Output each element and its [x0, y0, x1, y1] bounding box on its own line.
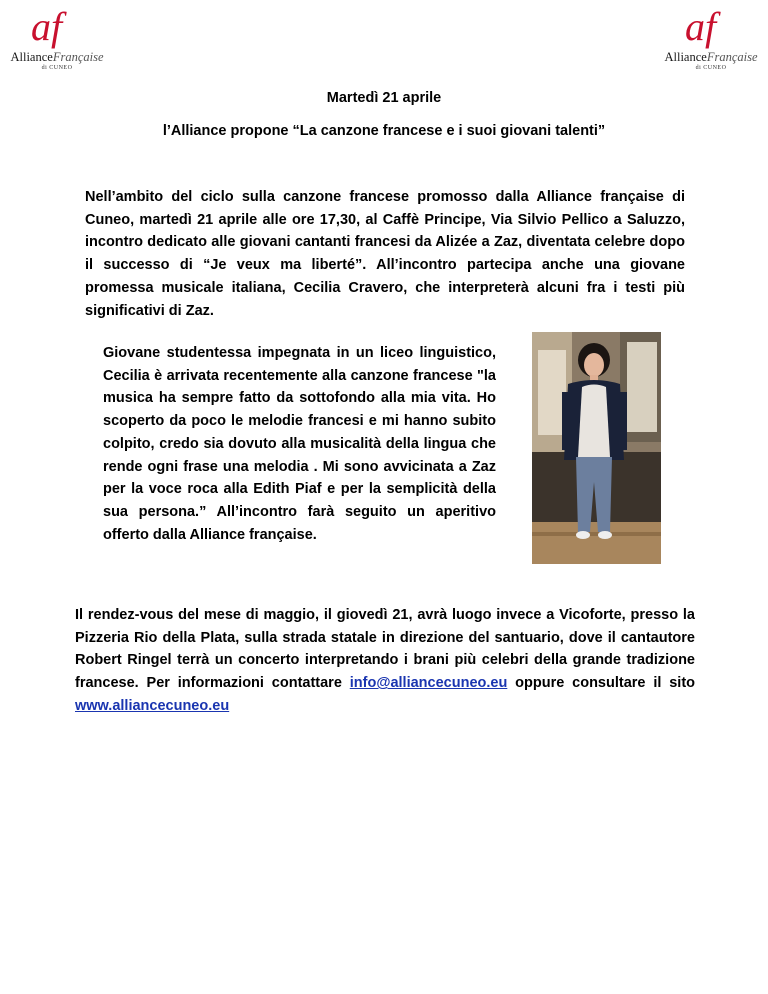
- logo-brand-second: Française: [706, 50, 758, 64]
- alliance-francaise-logo-left: [2, 6, 112, 71]
- af-logo-mark: [681, 6, 741, 52]
- may-event-paragraph: [75, 604, 695, 718]
- logo-brand-second: Française: [52, 50, 104, 64]
- event-date-heading: Martedì 21 aprile: [326, 90, 442, 106]
- cecilia-photo: [532, 332, 661, 564]
- logo-subtitle: di CUNEO: [41, 65, 73, 71]
- cecilia-paragraph: Giovane studentessa impegnata in un liceo linguistico, Cecilia è arrivata recentemente alla canzone francese "la musica ha sempre fatto da sottofondo alla mia vita. Ho scoperto da poco le melodie francesi e mi hanno subito colpito, credo sia dovuto alla musicalità della lingua che rende ogni frase una melodia . Mi sono avvicinata a Zaz per la voce roca alla Edith Piaf e per la semplicità della sua persona.” All’incontro farà seguito un aperitivo offerto dalla Alliance française.: [103, 345, 496, 543]
- consult-text: oppure consultare il sito: [515, 675, 696, 692]
- logo-brand-first: Alliance: [664, 50, 707, 64]
- may-event-text: Il rendez-vous del mese di maggio, il giovedì 21, avrà luogo invece a Vicoforte, presso la Pizzeria Rio della Plata, sulla strada statale in direzione del santuario, dove il cantautore Robert Ringel terrà un concerto interpretando i brani più celebri della grande tradizione francese. Per informazioni contattare: [75, 607, 695, 692]
- af-logo-mark: [27, 6, 87, 52]
- alliance-francaise-logo-right: [656, 6, 766, 71]
- svg-text:af: af: [685, 6, 717, 49]
- email-link[interactable]: info@alliancecuneo.eu: [349, 675, 508, 692]
- logo-brand-first: Alliance: [10, 50, 53, 64]
- intro-paragraph: Nell’ambito del ciclo sulla canzone francese promosso dalla Alliance française di Cuneo, martedì 21 aprile alle ore 17,30, al Caffè Principe, Via Silvio Pellico a Saluzzo, incontro dedicato alle giovani cantanti francesi da Alizée a Zaz, diventata celebre dopo il successo di “Je veux ma liberté”. All’incontro partecipa anche una giovane promessa musicale italiana, Cecilia Cravero, che interpreterà alcuni fra i testi più significativi di Zaz.: [85, 189, 685, 319]
- svg-text:af: af: [31, 6, 63, 49]
- website-link[interactable]: www.alliancecuneo.eu: [75, 697, 230, 714]
- event-title-heading: l’Alliance propone “La canzone francese e i suoi giovani talenti”: [162, 123, 606, 139]
- logo-subtitle: di CUNEO: [695, 65, 727, 71]
